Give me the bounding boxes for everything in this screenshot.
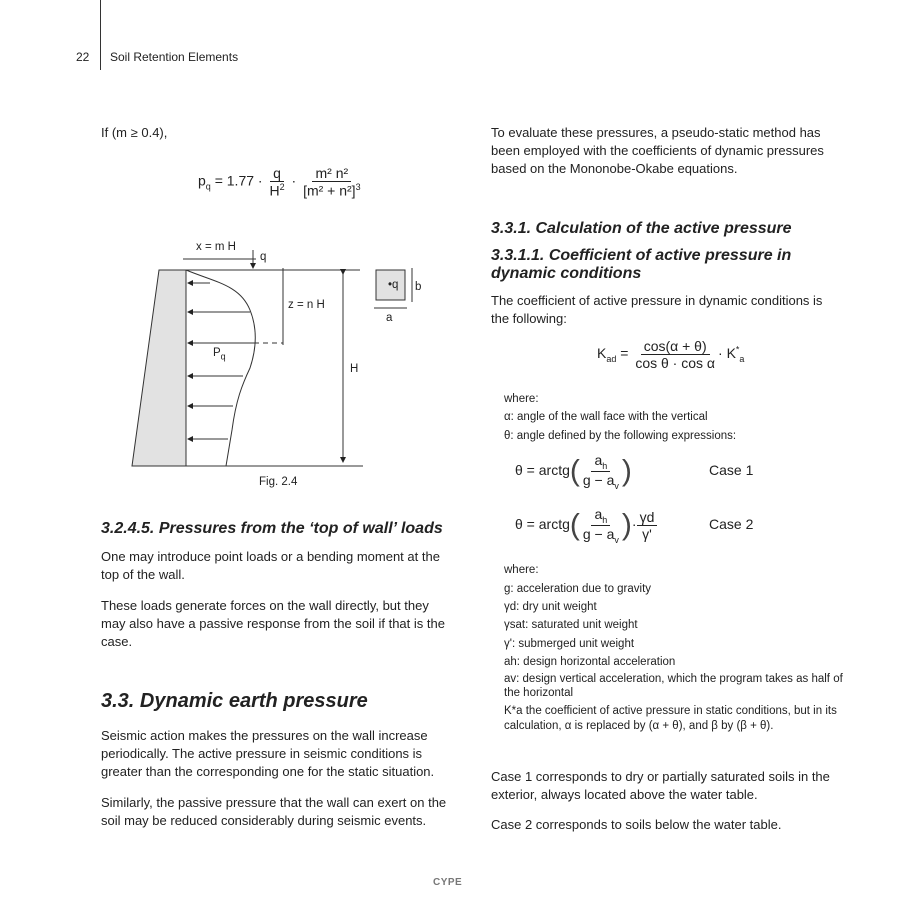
fig-label-q-small: •q <box>388 279 399 291</box>
formula-term: ad <box>606 354 617 364</box>
paragraph: Case 1 corresponds to dry or partially saturated soils in the exterior, always located above the water table. <box>491 769 830 802</box>
formula-term: = 1.77 · <box>214 172 263 189</box>
fig-label-b: b <box>415 281 422 293</box>
case-2-label: Case 2 <box>709 516 754 532</box>
fig-text: q <box>220 351 226 362</box>
definition: ah: design horizontal acceleration <box>504 656 676 668</box>
paragraph: One may introduce point loads or a bending moment at the top of the wall. <box>101 549 440 582</box>
paragraph: To evaluate these pressures, a pseudo-static method has been employed with the coefficients of dynamic pressures based on the Mononobe-Okabe equations. <box>491 125 824 176</box>
formula-term: θ = arctg <box>515 516 570 532</box>
formula-term: · K <box>718 345 736 362</box>
paragraph: These loads generate forces on the wall directly, but they may also have a passive response from the soil if that is the case. <box>101 598 445 649</box>
exponent: 2 <box>279 182 285 192</box>
numerator: a <box>594 506 603 522</box>
denominator: g − a <box>582 525 615 542</box>
fig-label-q: q <box>260 251 267 263</box>
definition: γsat: saturated unit weight <box>504 619 638 631</box>
denominator: g − a <box>582 471 615 488</box>
denominator: [m² + n²] <box>303 182 356 199</box>
fig-label-z: z = n H <box>288 299 325 311</box>
definition: γ': submerged unit weight <box>504 638 635 650</box>
heading-3-3-1: 3.3.1. Calculation of the active pressure <box>491 220 792 237</box>
definition: g: acceleration due to gravity <box>504 583 652 595</box>
paragraph: The coefficient of active pressure in dynamic conditions is the following: <box>491 293 823 326</box>
subscript: h <box>602 514 608 525</box>
paragraph: Seismic action makes the pressures on the wall increase periodically. The active pressure in seismic conditions is greater than the corresponding one for the static situation. <box>101 728 435 779</box>
fig-text: P <box>213 347 221 359</box>
section-title: Soil Retention Elements <box>110 50 239 64</box>
paragraph: Case 2 corresponds to soils below the water table. <box>491 817 782 832</box>
case-1-label: Case 1 <box>709 462 754 478</box>
heading-3-3: 3.3. Dynamic earth pressure <box>101 690 368 712</box>
heading-3-3-1-1: 3.3.1.1. Coefficient of active pressure in dynamic conditions <box>491 247 792 282</box>
fig-label-a: a <box>386 312 393 324</box>
fig-label-H: H <box>350 363 359 375</box>
formula-kad <box>597 338 744 371</box>
subscript: v <box>614 534 619 545</box>
numerator: a <box>594 452 603 468</box>
definition: av: design vertical acceleration, which the program takes as half of the horizontal <box>504 673 843 699</box>
formula-term: q <box>205 181 211 192</box>
intro-text: If (m ≥ 0.4), <box>101 125 168 140</box>
fraction <box>580 452 622 491</box>
heading-3-2-4-5: 3.2.4.5. Pressures from the ‘top of wall’ loads <box>101 520 443 537</box>
page-number: 22 <box>76 50 90 64</box>
denominator: H <box>269 182 280 199</box>
definition: γd: dry unit weight <box>504 601 597 613</box>
numerator: γd <box>637 509 658 526</box>
formula-term: a <box>739 354 745 364</box>
where-label: where: <box>504 393 539 405</box>
formula-pq: $p_q = 1.77$ · $\frac{q}{H^2}$ · $\frac{\text{m² n²}}{[m^2 + n^2]^3}$ <box>198 165 364 199</box>
numerator: cos(α + θ) <box>641 338 710 355</box>
exponent: 3 <box>355 182 361 192</box>
numerator: m² n² <box>312 165 351 182</box>
paragraph: Similarly, the passive pressure that the wall can exert on the soil may be reduced considerably during seismic events. <box>101 795 447 828</box>
formula-term: θ = arctg <box>515 462 570 478</box>
subscript: h <box>602 460 608 471</box>
numerator: q <box>270 165 284 182</box>
fraction <box>580 506 622 545</box>
fig-label-x: x = m H <box>196 241 236 253</box>
fraction <box>632 338 718 371</box>
where-label: where: <box>504 564 539 576</box>
figure-caption: Fig. 2.4 <box>259 476 298 488</box>
definition: K*a the coefficient of active pressure in static conditions, but in its calculation, α is replaced by (α + θ), and β by (β + θ). <box>504 705 837 732</box>
subscript: v <box>614 480 619 491</box>
footer-brand: CYPE <box>433 877 463 888</box>
formula-term: = <box>620 345 629 362</box>
fraction <box>637 509 658 542</box>
denominator: γ' <box>642 525 652 542</box>
formula-term: p <box>198 172 206 189</box>
formula-case-2: θ = arctg( $\frac{a_h}{g - a_v}$ )· $\frac{\gamma d}{\gamma'}$ <box>515 506 657 545</box>
formula-term: K <box>597 345 607 362</box>
pressure-curve <box>186 270 255 466</box>
definition: α: angle of the wall face with the vertical <box>504 411 708 423</box>
fig-label-pq <box>213 344 226 365</box>
formula-term: * <box>735 344 740 355</box>
definition: θ: angle defined by the following expressions: <box>504 430 737 442</box>
denominator: cos θ · cos α <box>635 355 716 371</box>
wall-shape <box>132 270 186 466</box>
formula-case-1: θ = arctg( $\frac{a_h}{g - a_v}$ ) <box>515 452 632 491</box>
